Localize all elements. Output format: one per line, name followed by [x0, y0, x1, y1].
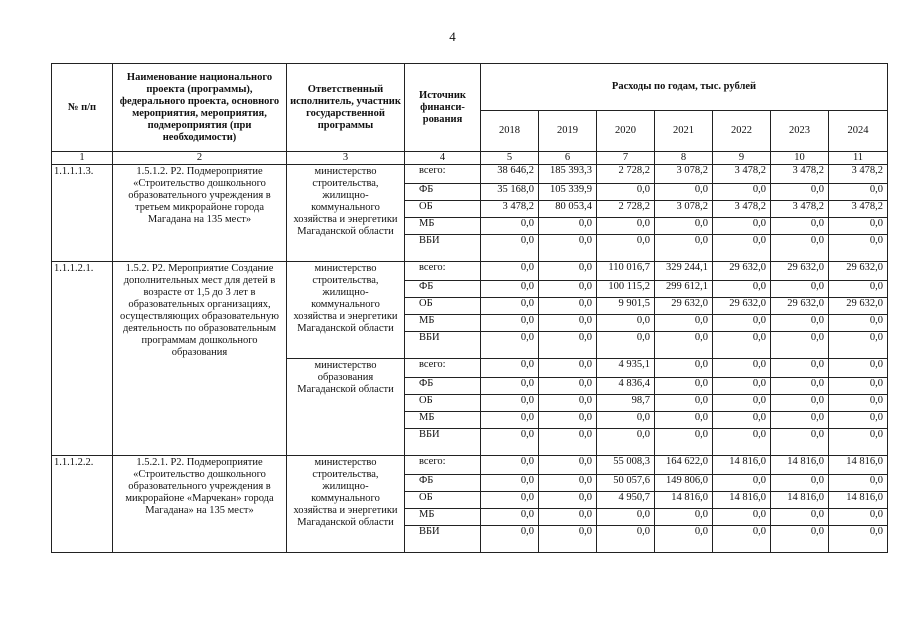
amount-cell: 0,0	[597, 218, 655, 235]
amount-cell: 35 168,0	[481, 184, 539, 201]
amount-cell: 0,0	[481, 218, 539, 235]
amount-cell: 0,0	[481, 359, 539, 378]
column-number: 6	[539, 152, 597, 165]
amount-cell: 3 478,2	[481, 201, 539, 218]
amount-cell: 0,0	[655, 395, 713, 412]
table-row	[52, 456, 888, 475]
amount-cell: 29 632,0	[713, 298, 771, 315]
amount-cell: 0,0	[481, 456, 539, 475]
funding-source: всего:	[405, 359, 481, 378]
amount-cell: 0,0	[539, 412, 597, 429]
header-expenses: Расходы по годам, тыс. рублей	[481, 64, 888, 111]
funding-source: МБ	[405, 218, 481, 235]
amount-cell: 0,0	[481, 281, 539, 298]
amount-cell: 0,0	[539, 429, 597, 456]
amount-cell: 0,0	[539, 526, 597, 553]
amount-cell: 0,0	[655, 412, 713, 429]
amount-cell: 0,0	[829, 429, 888, 456]
amount-cell: 80 053,4	[539, 201, 597, 218]
amount-cell: 149 806,0	[655, 475, 713, 492]
amount-cell: 0,0	[713, 412, 771, 429]
amount-cell: 0,0	[539, 281, 597, 298]
amount-cell: 0,0	[829, 509, 888, 526]
amount-cell: 0,0	[713, 281, 771, 298]
amount-cell: 0,0	[829, 526, 888, 553]
amount-cell: 105 339,9	[539, 184, 597, 201]
funding-source: МБ	[405, 412, 481, 429]
executor: министерство образования Магаданской области	[287, 359, 405, 456]
header-name: Наименование национального проекта (программы), федерального проекта, основного мероприятия, мероприятия, подмероприятия (при необходимости)	[113, 64, 287, 152]
amount-cell: 14 816,0	[829, 492, 888, 509]
amount-cell: 0,0	[829, 359, 888, 378]
row-name: 1.5.1.2. Р2. Подмероприятие «Строительство дошкольного образовательного учреждения в третьем микрорайоне города Магадана на 135 мест»	[113, 165, 287, 262]
funding-source: всего:	[405, 456, 481, 475]
amount-cell: 14 816,0	[713, 456, 771, 475]
amount-cell: 0,0	[655, 359, 713, 378]
amount-cell: 0,0	[597, 509, 655, 526]
funding-source: МБ	[405, 315, 481, 332]
amount-cell: 0,0	[713, 509, 771, 526]
amount-cell: 0,0	[539, 218, 597, 235]
year-header: 2020	[597, 111, 655, 152]
amount-cell: 0,0	[771, 218, 829, 235]
amount-cell: 14 816,0	[771, 456, 829, 475]
header-source: Источник финанси-рования	[405, 64, 481, 152]
amount-cell: 0,0	[829, 184, 888, 201]
amount-cell: 0,0	[539, 262, 597, 281]
amount-cell: 0,0	[713, 378, 771, 395]
amount-cell: 4 935,1	[597, 359, 655, 378]
row-code: 1.1.1.2.2.	[52, 456, 113, 553]
amount-cell: 2 728,2	[597, 165, 655, 184]
amount-cell: 0,0	[539, 456, 597, 475]
amount-cell: 0,0	[539, 509, 597, 526]
amount-cell: 0,0	[481, 378, 539, 395]
amount-cell: 0,0	[481, 475, 539, 492]
executor: министерство строительства, жилищно-коммунального хозяйства и энергетики Магаданской области	[287, 262, 405, 359]
amount-cell: 110 016,7	[597, 262, 655, 281]
column-number: 4	[405, 152, 481, 165]
amount-cell: 0,0	[771, 378, 829, 395]
amount-cell: 0,0	[829, 235, 888, 262]
amount-cell: 0,0	[771, 184, 829, 201]
funding-source: всего:	[405, 165, 481, 184]
amount-cell: 0,0	[829, 281, 888, 298]
amount-cell: 0,0	[829, 412, 888, 429]
amount-cell: 0,0	[597, 412, 655, 429]
table-body	[52, 165, 888, 553]
header-executor: Ответственный исполнитель, участник государственной программы	[287, 64, 405, 152]
column-number: 5	[481, 152, 539, 165]
amount-cell: 0,0	[771, 359, 829, 378]
amount-cell: 0,0	[481, 526, 539, 553]
funding-source: ФБ	[405, 475, 481, 492]
amount-cell: 0,0	[713, 235, 771, 262]
amount-cell: 0,0	[539, 378, 597, 395]
amount-cell: 0,0	[539, 315, 597, 332]
funding-source: ВБИ	[405, 332, 481, 359]
amount-cell: 0,0	[713, 315, 771, 332]
page-number: 4	[449, 29, 456, 44]
amount-cell: 3 478,2	[771, 201, 829, 218]
amount-cell: 0,0	[713, 526, 771, 553]
amount-cell: 0,0	[481, 429, 539, 456]
amount-cell: 3 078,2	[655, 165, 713, 184]
row-name: 1.5.2. Р2. Мероприятие Создание дополнительных мест для детей в возрасте от 1,5 до 3 лет в образовательных организациях, осуществляющих образовательную деятельность по образовательным программам дошкольного образования	[113, 262, 287, 456]
amount-cell: 0,0	[771, 395, 829, 412]
column-number: 8	[655, 152, 713, 165]
amount-cell: 0,0	[771, 332, 829, 359]
amount-cell: 299 612,1	[655, 281, 713, 298]
amount-cell: 185 393,3	[539, 165, 597, 184]
amount-cell: 3 478,2	[829, 201, 888, 218]
year-header: 2023	[771, 111, 829, 152]
amount-cell: 3 078,2	[655, 201, 713, 218]
year-header: 2021	[655, 111, 713, 152]
amount-cell: 100 115,2	[597, 281, 655, 298]
amount-cell: 0,0	[597, 526, 655, 553]
amount-cell: 0,0	[539, 359, 597, 378]
amount-cell: 164 622,0	[655, 456, 713, 475]
amount-cell: 0,0	[539, 492, 597, 509]
amount-cell: 29 632,0	[829, 298, 888, 315]
amount-cell: 0,0	[771, 429, 829, 456]
amount-cell: 0,0	[481, 235, 539, 262]
amount-cell: 0,0	[539, 332, 597, 359]
amount-cell: 0,0	[713, 218, 771, 235]
year-header: 2024	[829, 111, 888, 152]
amount-cell: 0,0	[539, 395, 597, 412]
amount-cell: 0,0	[481, 315, 539, 332]
amount-cell: 0,0	[539, 298, 597, 315]
column-number: 3	[287, 152, 405, 165]
amount-cell: 29 632,0	[771, 298, 829, 315]
amount-cell: 0,0	[481, 332, 539, 359]
funding-source: всего:	[405, 262, 481, 281]
funding-source: ОБ	[405, 492, 481, 509]
amount-cell: 29 632,0	[829, 262, 888, 281]
row-name: 1.5.2.1. Р2. Подмероприятие «Строительство дошкольного образовательного учреждения в микрорайоне «Марчекан» города Магадана» на 135 мест»	[113, 456, 287, 553]
column-number: 9	[713, 152, 771, 165]
column-number: 7	[597, 152, 655, 165]
row-code: 1.1.1.2.1.	[52, 262, 113, 456]
amount-cell: 0,0	[713, 395, 771, 412]
funding-source: ОБ	[405, 395, 481, 412]
amount-cell: 3 478,2	[713, 165, 771, 184]
amount-cell: 14 816,0	[655, 492, 713, 509]
amount-cell: 0,0	[655, 184, 713, 201]
amount-cell: 0,0	[713, 475, 771, 492]
amount-cell: 0,0	[829, 378, 888, 395]
amount-cell: 0,0	[655, 509, 713, 526]
amount-cell: 3 478,2	[771, 165, 829, 184]
column-number: 11	[829, 152, 888, 165]
amount-cell: 55 008,3	[597, 456, 655, 475]
funding-source: ФБ	[405, 184, 481, 201]
row-code: 1.1.1.1.3.	[52, 165, 113, 262]
amount-cell: 0,0	[597, 184, 655, 201]
amount-cell: 0,0	[597, 315, 655, 332]
amount-cell: 0,0	[655, 429, 713, 456]
amount-cell: 0,0	[655, 526, 713, 553]
amount-cell: 0,0	[771, 412, 829, 429]
amount-cell: 0,0	[481, 262, 539, 281]
amount-cell: 0,0	[713, 184, 771, 201]
amount-cell: 29 632,0	[771, 262, 829, 281]
amount-cell: 0,0	[597, 332, 655, 359]
funding-source: ФБ	[405, 281, 481, 298]
amount-cell: 2 728,2	[597, 201, 655, 218]
amount-cell: 0,0	[771, 235, 829, 262]
expenses-table	[51, 63, 888, 553]
amount-cell: 0,0	[713, 429, 771, 456]
amount-cell: 3 478,2	[829, 165, 888, 184]
amount-cell: 0,0	[655, 332, 713, 359]
amount-cell: 0,0	[539, 475, 597, 492]
amount-cell: 14 816,0	[713, 492, 771, 509]
amount-cell: 4 950,7	[597, 492, 655, 509]
amount-cell: 0,0	[771, 526, 829, 553]
year-header: 2022	[713, 111, 771, 152]
amount-cell: 0,0	[655, 218, 713, 235]
amount-cell: 0,0	[829, 395, 888, 412]
executor: министерство строительства, жилищно-коммунального хозяйства и энергетики Магаданской области	[287, 165, 405, 262]
amount-cell: 0,0	[655, 235, 713, 262]
header-number: № п/п	[52, 64, 113, 152]
funding-source: ОБ	[405, 298, 481, 315]
amount-cell: 0,0	[481, 298, 539, 315]
amount-cell: 0,0	[713, 359, 771, 378]
amount-cell: 0,0	[481, 395, 539, 412]
funding-source: ВБИ	[405, 235, 481, 262]
amount-cell: 0,0	[481, 492, 539, 509]
amount-cell: 0,0	[829, 475, 888, 492]
amount-cell: 29 632,0	[713, 262, 771, 281]
amount-cell: 0,0	[539, 235, 597, 262]
table-row	[52, 165, 888, 184]
amount-cell: 0,0	[771, 509, 829, 526]
amount-cell: 0,0	[597, 429, 655, 456]
funding-source: ОБ	[405, 201, 481, 218]
funding-source: ФБ	[405, 378, 481, 395]
amount-cell: 0,0	[771, 475, 829, 492]
amount-cell: 0,0	[771, 281, 829, 298]
column-number: 10	[771, 152, 829, 165]
year-header: 2018	[481, 111, 539, 152]
amount-cell: 0,0	[481, 509, 539, 526]
year-header: 2019	[539, 111, 597, 152]
column-number: 1	[52, 152, 113, 165]
amount-cell: 29 632,0	[655, 298, 713, 315]
amount-cell: 38 646,2	[481, 165, 539, 184]
amount-cell: 3 478,2	[713, 201, 771, 218]
header-column-numbers	[52, 152, 888, 165]
amount-cell: 0,0	[481, 412, 539, 429]
amount-cell: 50 057,6	[597, 475, 655, 492]
amount-cell: 0,0	[597, 235, 655, 262]
amount-cell: 14 816,0	[771, 492, 829, 509]
amount-cell: 9 901,5	[597, 298, 655, 315]
executor: министерство строительства, жилищно-коммунального хозяйства и энергетики Магаданской области	[287, 456, 405, 553]
funding-source: МБ	[405, 509, 481, 526]
amount-cell: 0,0	[771, 315, 829, 332]
funding-source: ВБИ	[405, 429, 481, 456]
amount-cell: 0,0	[829, 332, 888, 359]
amount-cell: 4 836,4	[597, 378, 655, 395]
amount-cell: 329 244,1	[655, 262, 713, 281]
amount-cell: 0,0	[713, 332, 771, 359]
amount-cell: 14 816,0	[829, 456, 888, 475]
funding-source: ВБИ	[405, 526, 481, 553]
amount-cell: 0,0	[829, 218, 888, 235]
table-row	[52, 262, 888, 281]
column-number: 2	[113, 152, 287, 165]
amount-cell: 0,0	[655, 378, 713, 395]
amount-cell: 0,0	[829, 315, 888, 332]
amount-cell: 0,0	[655, 315, 713, 332]
amount-cell: 98,7	[597, 395, 655, 412]
